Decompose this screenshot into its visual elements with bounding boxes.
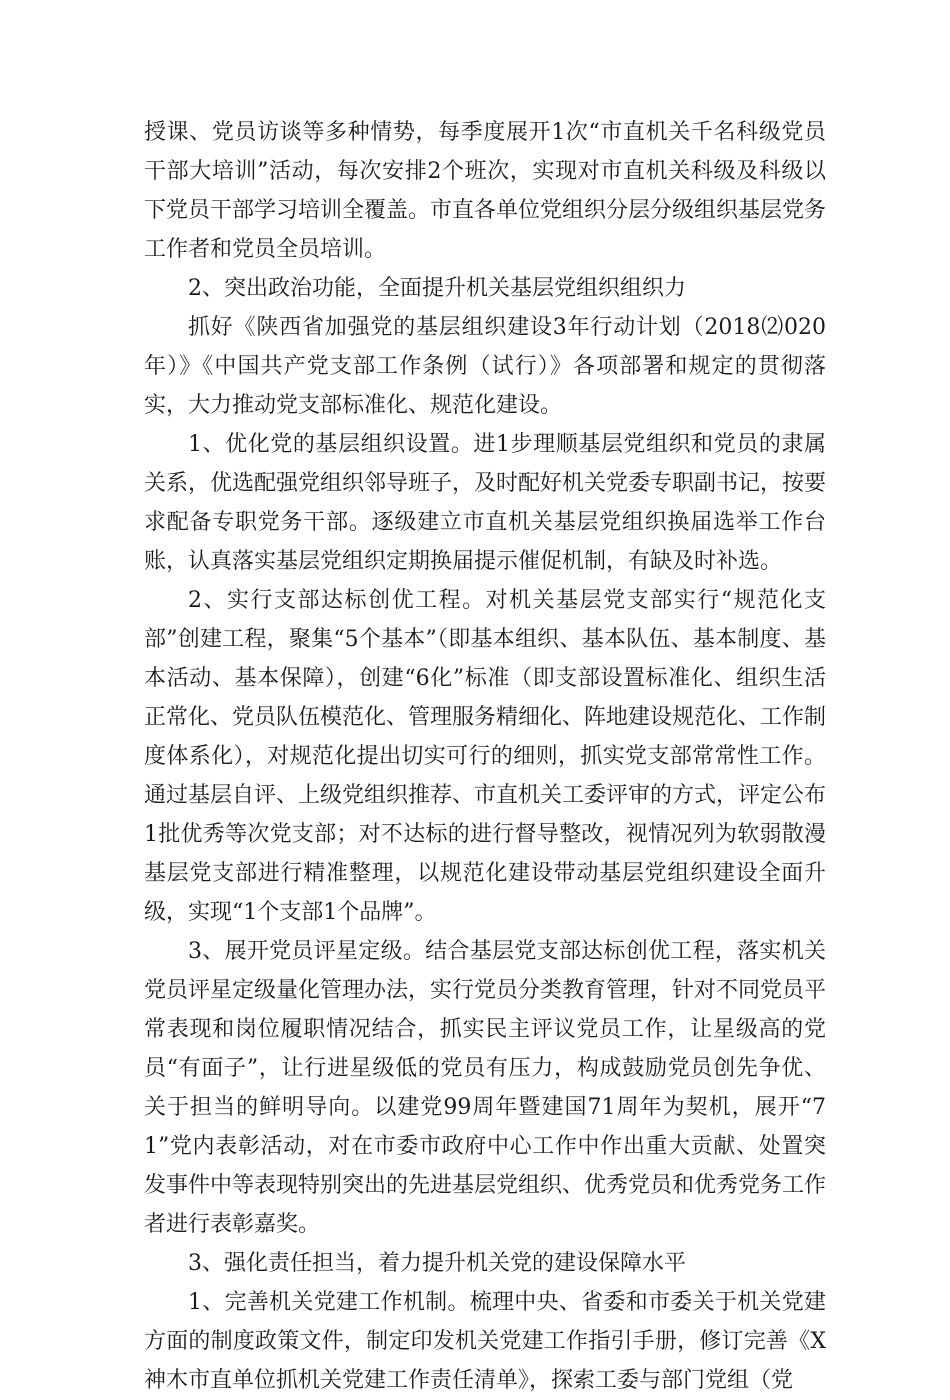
document-body [144, 113, 826, 1400]
paragraph-8: 1、完善机关党建工作机制。梳理中央、省委和市委关于机关党建方面的制度政策文件，制定印发机关党建工作指引手册，修订完善《X神木市直单位抓机关党建工作责任清单》，探索工委与部门党组（党 [144, 1290, 826, 1393]
paragraph-4: 1、优化党的基层组织设置。进1步理顺基层党组织和党员的隶属关系，优选配强党组织邻导班子，及时配好机关党委专职副书记，按要求配备专职党务干部。逐级建立市直机关基层党组织换届选举工作台账，认真落实基层党组织定期换届提示催促机制，有缺及时补选。 [144, 432, 827, 574]
section-heading-3: 3、强化责任担当，着力提升机关党的建设保障水平 [188, 1251, 686, 1276]
section-heading-2: 2、突出政治功能，全面提升机关基层党组织组织力 [188, 276, 686, 301]
paragraph-5: 2、实行支部达标创优工程。对机关基层党支部实行“规范化支部”创建工程，聚集“5个基本”（即基本组织、基本队伍、基本制度、基本活动、基本保障），创建“6化”标准（即支部设置标准化、组织生活正常化、党员队伍模范化、管理服务精细化、阵地建设规范化、工作制度体系化），对规范化提出切实可行的细则，抓实党支部常常性工作。通过基层自评、上级党组织推荐、市直机关工委评审的方式，评定公布1批优秀等次党支部；对不达标的进行督导整改，视情况列为软弱散漫基层党支部进行精准整理，以规范化建设带动基层党组织建设全面升级，实现“1个支部1个品牌”。 [144, 588, 827, 925]
paragraph-3: 抓好《陕西省加强党的基层组织建设3年行动计划（2018⑵020年）》《中国共产党支部工作条例（试行）》各项部署和规定的贯彻落实，大力推动党支部标准化、规范化建设。 [144, 315, 826, 418]
paragraph-6: 3、展开党员评星定级。结合基层党支部达标创优工程，落实机关党员评星定级量化管理办法，实行党员分类教育管理，针对不同党员平常表现和岗位履职情况结合，抓实民主评议党员工作，让星级高的党员“有面子”，让行进星级低的党员有压力，构成鼓励党员创先争优、关于担当的鲜明导向。以建党99周年暨建国71周年为契机，展开“71”党内表彰活动，对在市委市政府中心工作中作出重大贡献、处置突发事件中等表现特别突出的先进基层党组织、优秀党员和优秀党务工作者进行表彰嘉奖。 [144, 939, 827, 1237]
paragraph-1: 授课、党员访谈等多种情势，每季度展开1次“市直机关千名科级党员干部大培训”活动，每次安排2个班次，实现对市直机关科级及科级以下党员干部学习培训全覆盖。市直各单位党组织分层分级组织基层党务工作者和党员全员培训。 [144, 120, 827, 262]
